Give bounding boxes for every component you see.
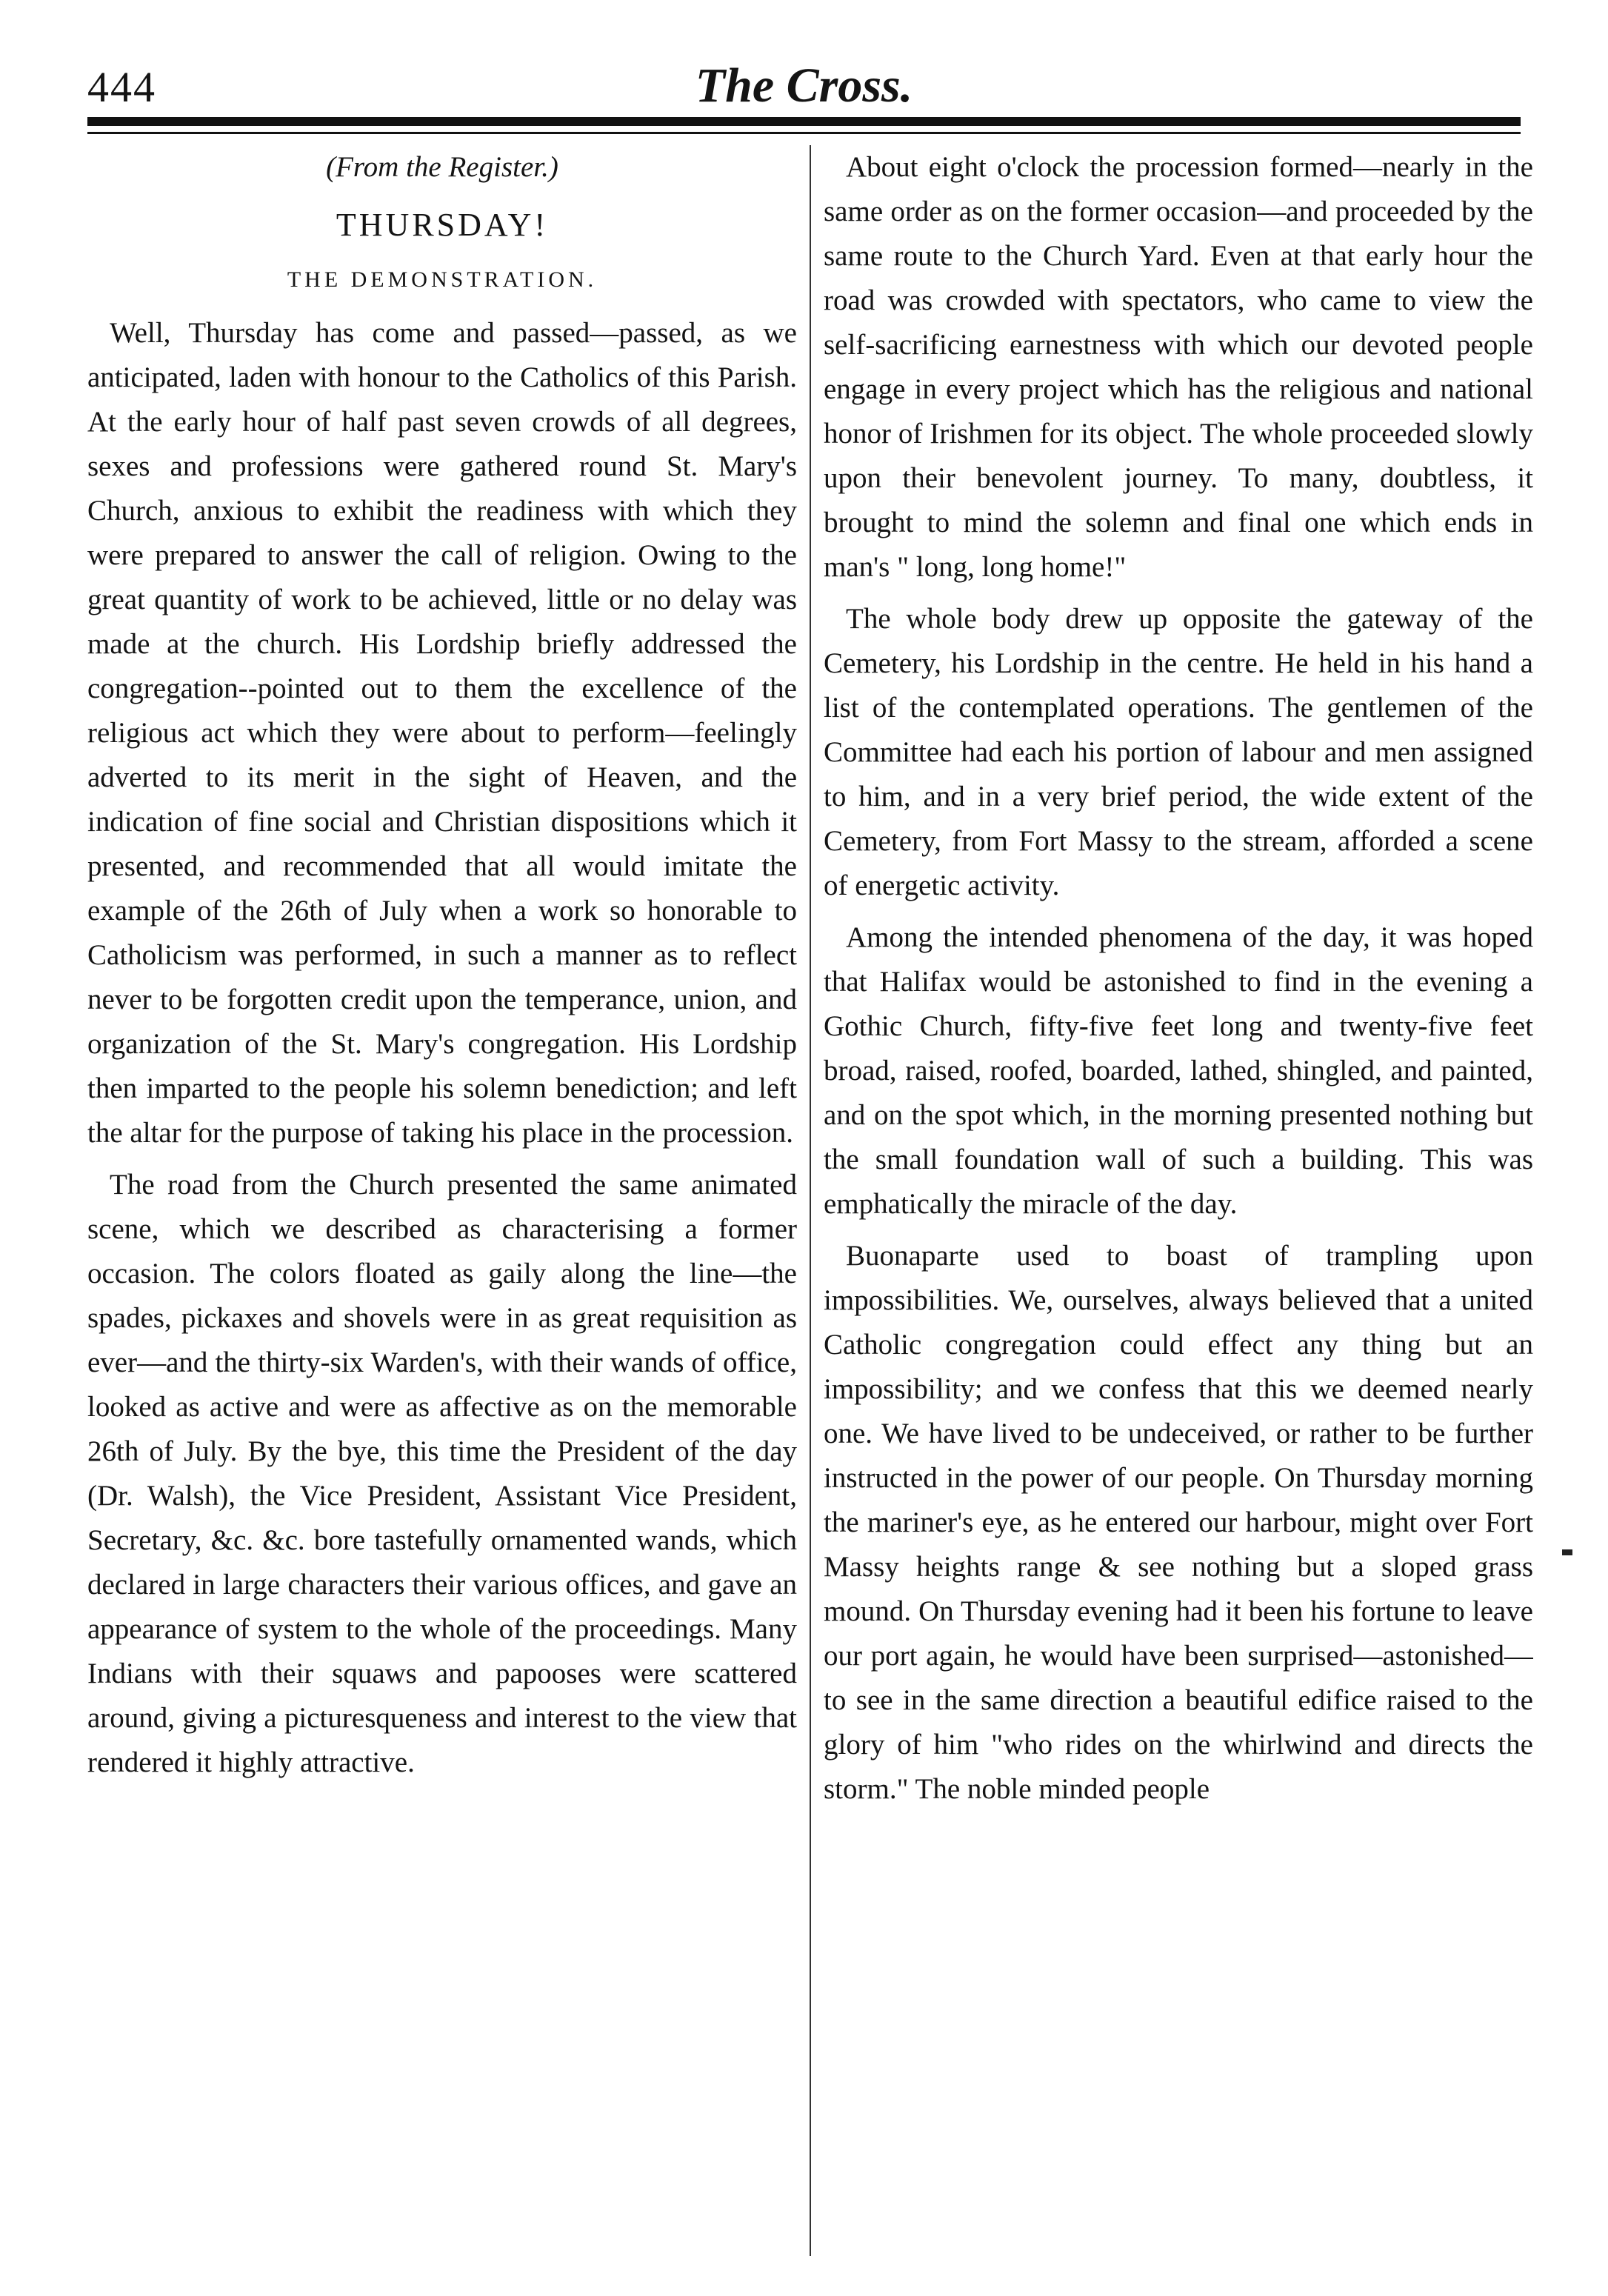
page-header (0, 0, 1608, 133)
column-divider (810, 145, 811, 2256)
paragraph: Well, Thursday has come and passed—passed, as we anticipated, laden with honour to the Catholics of this Parish. At the early hour of half past seven crowds of all degrees, sexes and professions were gathered round St. Mary's Church, anxious to exhibit the readiness with which they were prepared to answer the call of religion. Owing to the great quantity of work to be achieved, little or no delay was made at the church. His Lordship briefly addressed the congregation--pointed out to them the excellence of the religious act which they were about to perform—feelingly adverted to its merit in the sight of Heaven, and the indication of fine social and Christian dispositions which it presented, and recommended that all would imitate the example of the 26th of July when a work so honorable to Catholicism was performed, in such a manner as to reflect never to be forgotten credit upon the temperance, union, and organization of the St. Mary's congregation. His Lordship then imparted to the people his solemn benediction; and left the altar for the purpose of taking his place in the procession. (87, 317, 797, 1149)
paragraph: The whole body drew up opposite the gateway of the Cemetery, his Lordship in the centre. He held in his hand a list of the contemplated operations. The gentlemen of the Committee had each his portion of labour and men assigned to him, and in a very brief period, the wide extent of the Cemetery, from Fort Massy to the stream, afforded a scene of energetic activity. (824, 603, 1533, 901)
header-rule-thick (87, 117, 1521, 126)
header-rule-thin (87, 132, 1521, 134)
paragraph: Among the intended phenomena of the day, it was hoped that Halifax would be astonished to find in the evening a Gothic Church, fifty-five feet long and twenty-five feet broad, raised, roofed, boarded, lathed, shingled, and painted, and on the spot which, in the morning presented nothing but the small foundation wall of such a building. This was emphatically the miracle of the day. (824, 921, 1533, 1220)
article-subheading: THE DEMONSTRATION. (287, 267, 598, 292)
running-title: The Cross. (695, 59, 913, 113)
article-source: (From the Register.) (326, 151, 558, 183)
right-column (824, 145, 1533, 2263)
article-heading: THURSDAY! (336, 207, 549, 243)
page-number: 444 (87, 63, 156, 111)
margin-mark (1562, 1549, 1572, 1555)
paragraph: The road from the Church presented the same animated scene, which we described as characterising a former occasion. The colors floated as gaily along the line—the spades, pickaxes and shovels were in as great requisition as ever—and the thirty-six Warden's, with their wands of office, looked as active and were as affective as on the memorable 26th of July. By the bye, this time the President of the day (Dr. Walsh), the Vice President, Assistant Vice President, Secretary, &c. &c. bore tastefully ornamented wands, which declared in large characters their various offices, and gave an appearance of system to the whole of the proceedings. Many Indians with their squaws and papooses were scattered around, giving a picturesqueness and interest to the view that rendered it highly attractive. (87, 1169, 797, 1778)
paragraph: Buonaparte used to boast of trampling upon impossibilities. We, ourselves, always believed that a united Catholic congregation could effect any thing but an impossibility; and we confess that this we deemed nearly one. We have lived to be undeceived, or rather to be further instructed in the power of our people. On Thursday morning the mariner's eye, as he entered our harbour, might over Fort Massy heights range & see nothing but a sloped grass mound. On Thursday evening had it been his fortune to leave our port again, he would have been surprised—astonished—to see in the same direction a beautiful edifice raised to the glory of him "who rides on the whirlwind and directs the storm." The noble minded people (824, 1240, 1533, 1805)
paragraph: About eight o'clock the procession formed—nearly in the same order as on the former occasion—and proceeded by the same route to the Church Yard. Even at that early hour the road was crowded with spectators, who came to view the self-sacrificing earnestness with which our devoted people engage in every project which has the religious and national honor of Irishmen for its object. The whole proceeded slowly upon their benevolent journey. To many, doubtless, it brought to mind the solemn and final one which ends in man's " long, long home!" (824, 151, 1533, 583)
left-column (87, 145, 797, 2263)
